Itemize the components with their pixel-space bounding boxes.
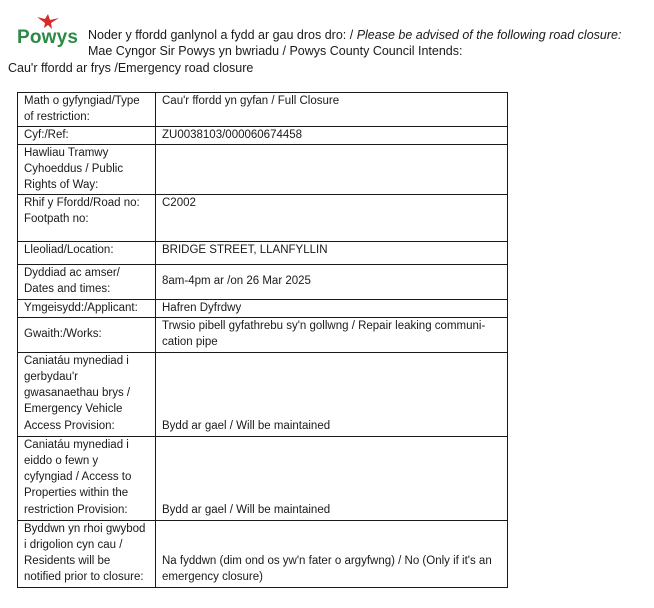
- table-row: [18, 299, 508, 317]
- row-label: Gwaith:/Works:: [18, 317, 156, 352]
- table-row: [18, 264, 508, 299]
- row-label: Byddwn yn rhoi gwybod i drigolion cyn cau / Residents will be notified prior to closure:: [18, 520, 156, 587]
- table-row: [18, 317, 508, 352]
- table-row: [18, 436, 508, 520]
- table-row: [18, 144, 508, 194]
- table-row: [18, 352, 508, 436]
- closure-details-table: [17, 92, 508, 588]
- row-label: Cyf:/Ref:: [18, 126, 156, 144]
- row-value: Cau'r ffordd yn gyfan / Full Closure: [156, 93, 508, 127]
- row-value: [156, 144, 508, 194]
- row-value: Na fyddwn (dim ond os yw'n fater o argyfwng) / No (Only if it's an emergency closure): [156, 520, 508, 587]
- table-row: [18, 241, 508, 264]
- row-label: Lleoliad/Location:: [18, 241, 156, 264]
- table-row: [18, 93, 508, 127]
- table-row: [18, 126, 508, 144]
- row-label: Math o gyfyngiad/Type of restriction:: [18, 93, 156, 127]
- council-intends: Mae Cyngor Sir Powys yn bwriadu / Powys County Council Intends:: [88, 44, 463, 58]
- row-label: Caniatáu mynediad i gerbydau'r gwasanaethau brys / Emergency Vehicle Access Provision:: [18, 352, 156, 436]
- table-row: [18, 194, 508, 241]
- row-value: Bydd ar gael / Will be maintained: [156, 436, 508, 520]
- row-label: Hawliau Tramwy Cyhoeddus / Public Rights of Way:: [18, 144, 156, 194]
- table-row: [18, 520, 508, 587]
- logo-text: Powys: [17, 27, 79, 48]
- row-value: 8am-4pm ar /on 26 Mar 2025: [156, 264, 508, 299]
- closure-notice: [88, 28, 621, 43]
- closure-type: Cau'r ffordd ar frys /Emergency road closure: [8, 61, 254, 75]
- row-label: Ymgeisydd:/Applicant:: [18, 299, 156, 317]
- row-label: Caniatáu mynediad i eiddo o fewn y cyfyngiad / Access to Properties within the restriction Provision:: [18, 436, 156, 520]
- row-value: C2002: [156, 194, 508, 241]
- row-label: Dyddiad ac amser/ Dates and times:: [18, 264, 156, 299]
- row-value: BRIDGE STREET, LLANFYLLIN: [156, 241, 508, 264]
- row-value: Trwsio pibell gyfathrebu sy'n gollwng / Repair leaking communi-cation pipe: [156, 317, 508, 352]
- notice-english: Please be advised of the following road closure:: [356, 28, 622, 42]
- row-value: ZU0038103/000060674458: [156, 126, 508, 144]
- notice-welsh: Noder y ffordd ganlynol a fydd ar gau dros dro: /: [88, 28, 357, 42]
- powys-logo: [17, 12, 79, 48]
- row-label: Rhif y Ffordd/Road no: Footpath no:: [18, 194, 156, 241]
- row-value: Bydd ar gael / Will be maintained: [156, 352, 508, 436]
- row-value: Hafren Dyfrdwy: [156, 299, 508, 317]
